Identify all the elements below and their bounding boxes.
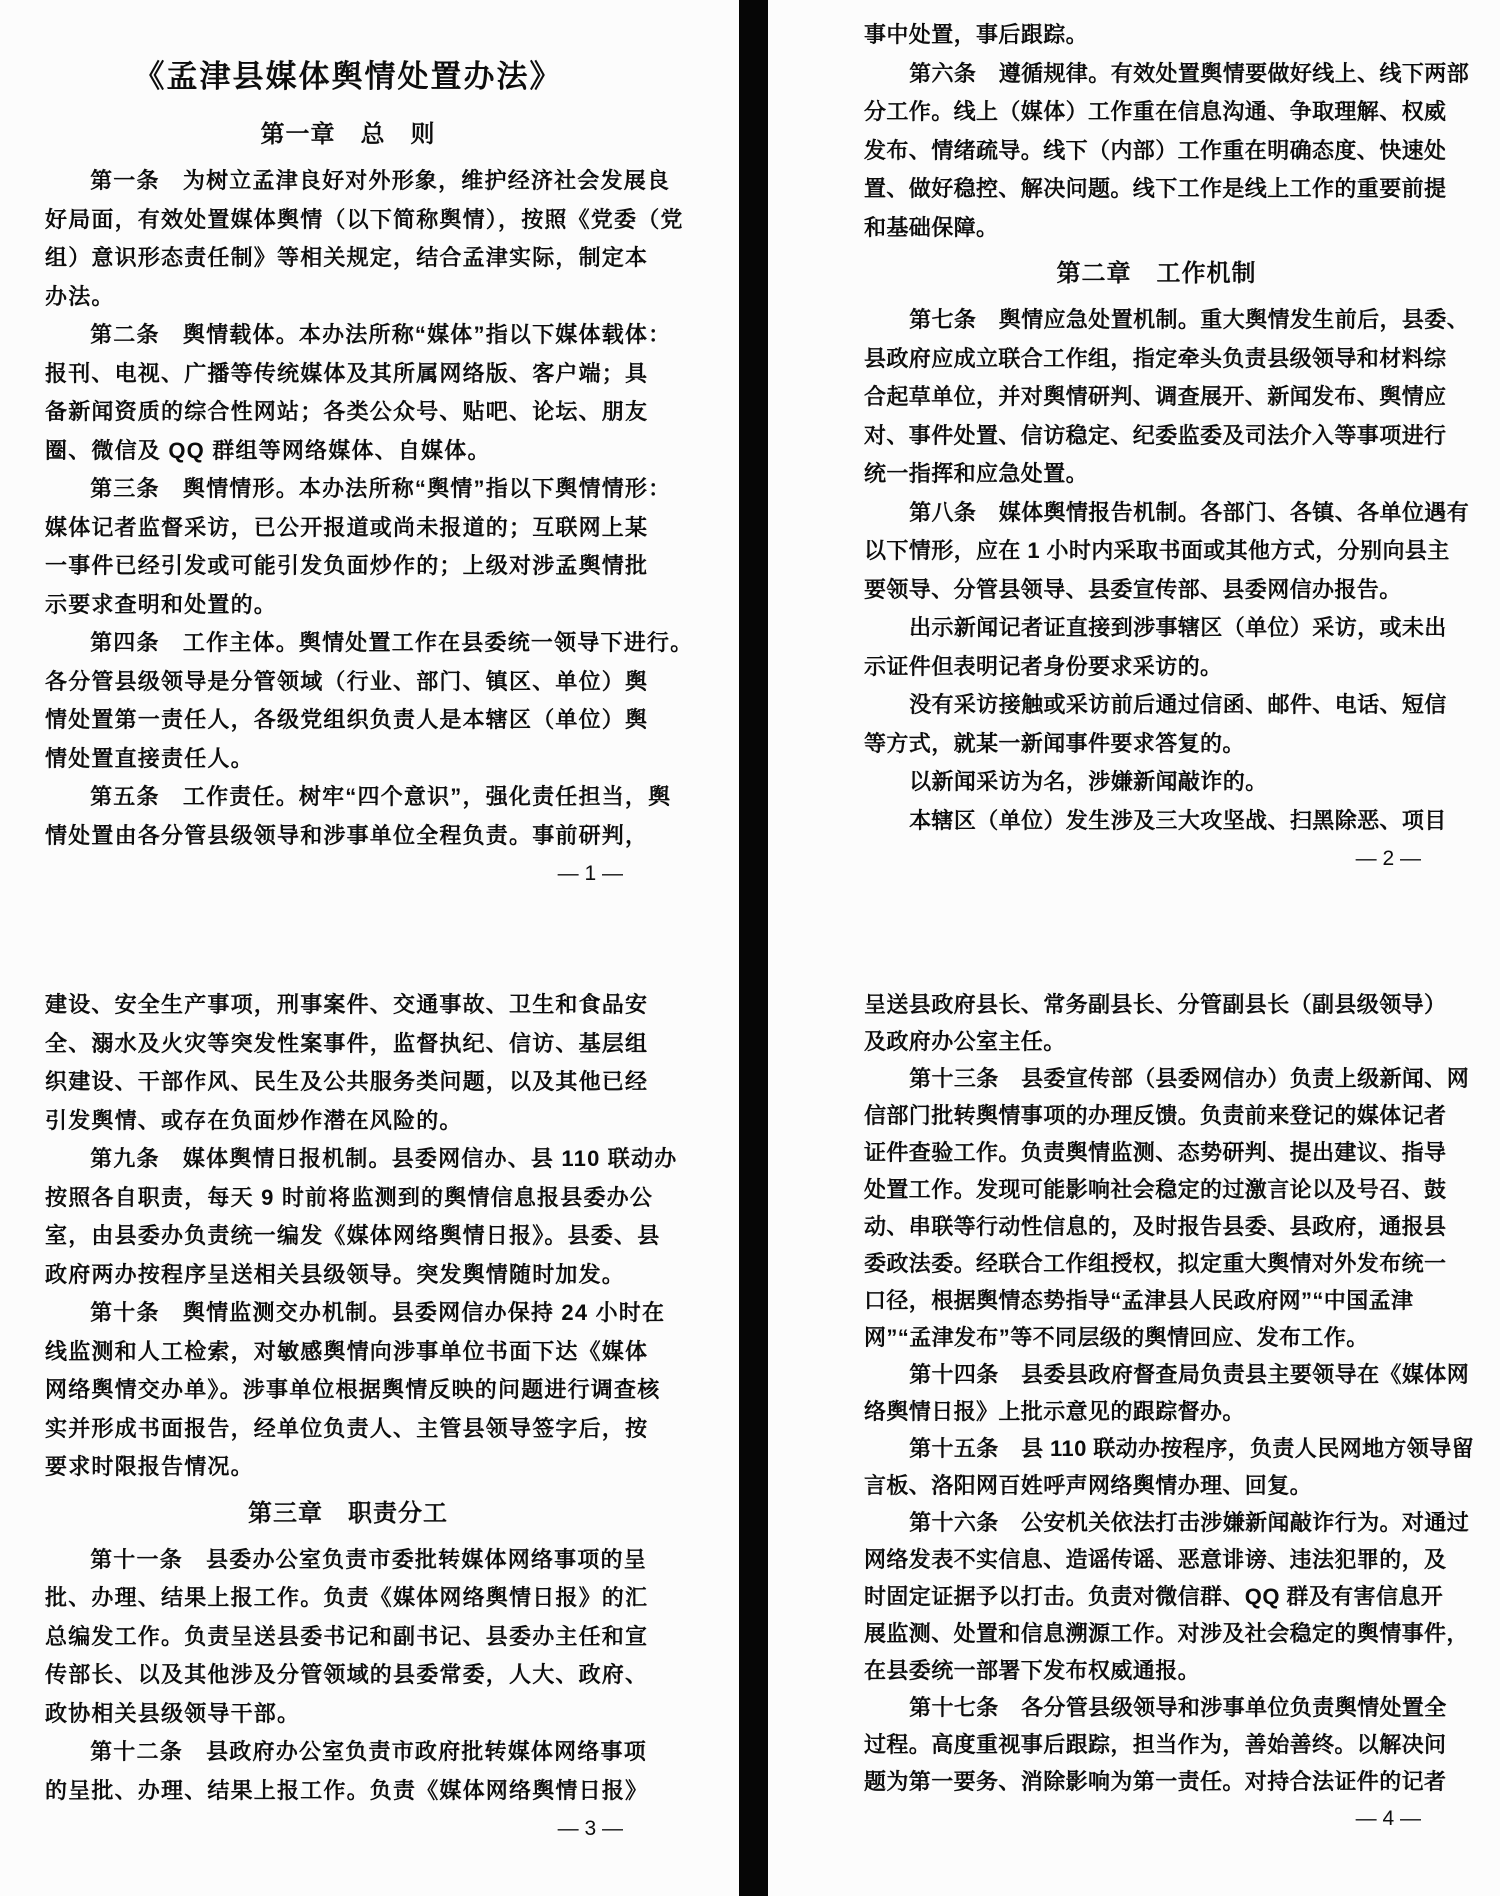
text-line: 发布、情绪疏导。线下（内部）工作重在明确态度、快速处 <box>864 137 1447 163</box>
text-line: 第十一条 县委办公室负责市委批转媒体网络事项的呈 <box>90 1546 647 1572</box>
text-line: 报刊、电视、广播等传统媒体及其所属网络版、客户端；具 <box>45 360 649 386</box>
text-line: 第十条 舆情监测交办机制。县委网信办保持 24 小时在 <box>90 1300 666 1325</box>
text-line: 没有采访接触或采访前后通过信函、邮件、电话、短信 <box>909 692 1447 717</box>
text-line: 络舆情日报》上批示意见的跟踪督办。 <box>864 1399 1245 1424</box>
text-line: 口径，根据舆情态势指导“孟津县人民政府网”“中国孟津 <box>864 1288 1414 1313</box>
text-line: 组）意识形态责任制》等相关规定，结合孟津实际，制定本 <box>45 245 649 270</box>
text-line: 织建设、干部作风、民生及公共服务类问题，以及其他已经 <box>45 1069 649 1094</box>
text-line: 建设、安全生产事项，刑事案件、交通事故、卫生和食品安 <box>45 992 649 1017</box>
text-line: 示要求查明和处置的。 <box>45 591 278 617</box>
text-line: 和基础保障。 <box>864 214 999 240</box>
text-line: 全、溺水及火灾等突发性案事件，监督执纪、信访、基层组 <box>45 1030 649 1056</box>
text-line: 一事件已经引发或可能引发负面炒作的；上级对涉孟舆情批 <box>45 553 649 578</box>
text-line: 县政府应成立联合工作组，指定牵头负责县级领导和材料综 <box>864 345 1447 371</box>
page-number: — 4 — <box>1355 1807 1421 1830</box>
text-line: 情处置由各分管县级领导和涉事单位全程负责。事前研判， <box>45 822 649 848</box>
text-line: 室，由县委办负责统一编发《媒体网络舆情日报》。县委、县 <box>45 1223 661 1248</box>
text-line: 呈送县政府县长、常务副县长、分管副县长（副县级领导） <box>864 992 1447 1017</box>
text-line: 过程。高度重视事后跟踪，担当作为，善始善终。以解决问 <box>864 1732 1447 1757</box>
text-line: 第十四条 县委县政府督查局负责县主要领导在《媒体网 <box>909 1362 1470 1387</box>
text-line: 第十七条 各分管县级领导和涉事单位负责舆情处置全 <box>909 1695 1447 1720</box>
text-line: 第六条 遵循规律。有效处置舆情要做好线上、线下两部 <box>909 60 1470 86</box>
text-line: 的呈批、办理、结果上报工作。负责《媒体网络舆情日报》 <box>45 1777 649 1803</box>
text-line: 第十二条 县政府办公室负责市政府批转媒体网络事项 <box>90 1739 647 1764</box>
text-line: 第十六条 公安机关依法打击涉嫌新闻敲诈行为。对通过 <box>909 1510 1470 1535</box>
page-number: — 3 — <box>557 1817 623 1840</box>
page-number: — 1 — <box>557 862 623 885</box>
text-line: 言板、洛阳网百姓呼声网络舆情办理、回复。 <box>864 1473 1313 1498</box>
text-line: 题为第一要务、消除影响为第一责任。对持合法证件的记者 <box>864 1769 1447 1794</box>
page-divider-bar <box>739 0 768 1896</box>
chapter-heading: 第三章 职责分工 <box>248 1499 448 1527</box>
text-line: 圈、微信及 QQ 群组等网络媒体、自媒体。 <box>45 437 491 463</box>
page-2 <box>864 16 1470 879</box>
text-line: 第四条 工作主体。舆情处置工作在县委统一领导下进行。 <box>90 630 694 655</box>
text-line: 信部门批转舆情事项的办理反馈。负责前来登记的媒体记者 <box>864 1103 1447 1128</box>
text-line: 第七条 舆情应急处置机制。重大舆情发生前后，县委、 <box>909 307 1470 332</box>
text-line: 以新闻采访为名，涉嫌新闻敲诈的。 <box>909 769 1268 794</box>
chapter-heading: 第二章 工作机制 <box>1056 260 1257 287</box>
text-line: 置、做好稳控、解决问题。线下工作是线上工作的重要前提 <box>864 176 1447 201</box>
text-line: 传部长、以及其他涉及分管领域的县委常委，人大、政府、 <box>45 1662 649 1687</box>
text-line: 情处置直接责任人。 <box>45 745 254 771</box>
text-line: 第十五条 县 110 联动办按程序，负责人民网地方领导留 <box>909 1436 1475 1461</box>
text-line: 统一指挥和应急处置。 <box>864 461 1089 486</box>
text-line: 第十三条 县委宣传部（县委网信办）负责上级新闻、网 <box>909 1066 1470 1091</box>
text-line: 委政法委。经联合工作组授权，拟定重大舆情对外发布统一 <box>864 1251 1447 1276</box>
text-line: 第一条 为树立孟津良好对外形象，维护经济社会发展良 <box>90 168 671 193</box>
text-line: 第八条 媒体舆情报告机制。各部门、各镇、各单位遇有 <box>909 499 1470 525</box>
text-line: 处置工作。发现可能影响社会稳定的过激言论以及号召、鼓 <box>864 1177 1447 1202</box>
text-line: 好局面，有效处置媒体舆情（以下简称舆情），按照《党委（党 <box>45 206 684 232</box>
text-line: 合起草单位，并对舆情研判、调查展开、新闻发布、舆情应 <box>864 384 1447 409</box>
text-line: 媒体记者监督采访，已公开报道或尚未报道的；互联网上某 <box>45 514 649 540</box>
text-line: 要领导、分管县领导、县委宣传部、县委网信办报告。 <box>864 576 1402 602</box>
text-line: 实并形成书面报告，经单位负责人、主管县领导签字后，按 <box>45 1415 649 1441</box>
text-line: 展监测、处置和信息溯源工作。对涉及社会稳定的舆情事件， <box>864 1621 1469 1646</box>
text-line: 政协相关县级领导干部。 <box>45 1700 301 1726</box>
text-line: 以下情形，应在 1 小时内采取书面或其他方式，分别向县主 <box>864 538 1450 563</box>
text-line: 网络发表不实信息、造谣传谣、恶意诽谤、违法犯罪的，及 <box>864 1547 1447 1572</box>
page-number: — 2 — <box>1355 847 1421 870</box>
text-line: 按照各自职责，每天 9 时前将监测到的舆情信息报县委办公 <box>45 1184 654 1210</box>
text-line: 情处置第一责任人，各级党组织负责人是本辖区（单位）舆 <box>45 707 649 732</box>
text-line: 证件查验工作。负责舆情监测、态势研判、提出建议、指导 <box>864 1140 1447 1165</box>
text-line: 批、办理、结果上报工作。负责《媒体网络舆情日报》的汇 <box>45 1585 649 1610</box>
text-line: 第九条 媒体舆情日报机制。县委网信办、县 110 联动办 <box>90 1146 678 1171</box>
document-title: 《孟津县媒体舆情处置办法》 <box>133 59 563 94</box>
text-line: 总编发工作。负责呈送县委书记和副书记、县委办主任和宣 <box>45 1623 649 1649</box>
text-line: 本辖区（单位）发生涉及三大攻坚战、扫黑除恶、项目 <box>909 807 1447 833</box>
page-3 <box>45 986 678 1849</box>
text-line: 在县委统一部署下发布权威通报。 <box>864 1658 1201 1683</box>
text-line: 第五条 工作责任。树牢“四个意识”，强化责任担当，舆 <box>90 784 672 809</box>
text-line: 动、串联等行动性信息的，及时报告县委、县政府，通报县 <box>864 1214 1447 1239</box>
text-line: 第三条 舆情情形。本办法所称“舆情”指以下舆情情形： <box>90 476 672 501</box>
text-line: 出示新闻记者证直接到涉事辖区（单位）采访，或未出 <box>909 615 1447 640</box>
text-line: 事中处置，事后跟踪。 <box>864 22 1089 47</box>
text-line: 时固定证据予以打击。负责对微信群、QQ 群及有害信息开 <box>864 1584 1444 1609</box>
page-1 <box>45 52 694 894</box>
text-line: 分工作。线上（媒体）工作重在信息沟通、争取理解、权威 <box>864 99 1447 124</box>
text-line: 第二条 舆情载体。本办法所称“媒体”指以下媒体载体： <box>90 322 672 347</box>
text-line: 各分管县级领导是分管领域（行业、部门、镇区、单位）舆 <box>45 668 649 694</box>
text-line: 对、事件处置、信访稳定、纪委监委及司法介入等事项进行 <box>864 422 1447 448</box>
text-line: 示证件但表明记者身份要求采访的。 <box>864 653 1223 679</box>
text-line: 网络舆情交办单》。涉事单位根据舆情反映的问题进行调查核 <box>45 1377 661 1402</box>
text-line: 引发舆情、或存在负面炒作潜在风险的。 <box>45 1107 463 1133</box>
text-line: 等方式，就某一新闻事件要求答复的。 <box>864 730 1245 756</box>
text-line: 办法。 <box>45 283 115 309</box>
text-line: 线监测和人工检索，对敏感舆情向涉事单位书面下达《媒体 <box>45 1338 649 1364</box>
text-line: 备新闻资质的综合性网站；各类公众号、贴吧、论坛、朋友 <box>45 399 649 424</box>
text-line: 网”“孟津发布”等不同层级的舆情回应、发布工作。 <box>864 1325 1369 1350</box>
chapter-heading: 第一章 总 则 <box>260 121 436 148</box>
text-line: 及政府办公室主任。 <box>864 1029 1066 1054</box>
text-line: 要求时限报告情况。 <box>45 1454 254 1479</box>
text-line: 政府两办按程序呈送相关县级领导。突发舆情随时加发。 <box>45 1261 626 1287</box>
page-4 <box>864 986 1475 1837</box>
